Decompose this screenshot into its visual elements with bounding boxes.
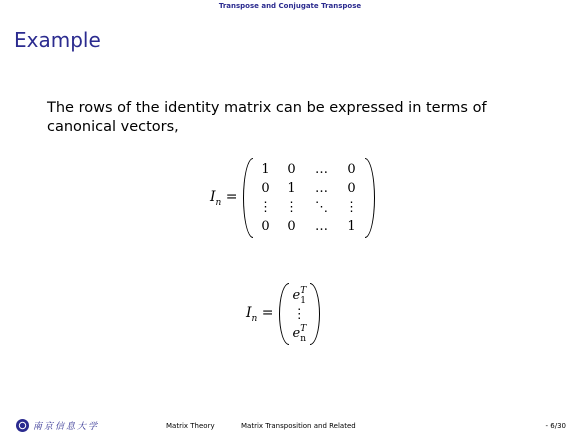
canonical-vector-equation [246, 283, 320, 345]
identity-matrix-equation [210, 158, 375, 238]
logo-text: 南京信息大学 [33, 422, 100, 432]
vector-entry: ⋮ [292, 306, 306, 322]
canonical-vector-column [289, 286, 311, 343]
matrix-cell: 1 [261, 162, 270, 177]
matrix-row [253, 179, 365, 198]
matrix-cell: ⋮ [345, 200, 359, 215]
matrix-cell: ⋮ [285, 200, 299, 215]
identity-matrix [253, 160, 365, 236]
left-paren [279, 283, 289, 345]
right-paren [310, 283, 320, 345]
university-seal-icon [16, 419, 29, 432]
matrix-row [253, 160, 365, 179]
matrix-cell: 1 [347, 219, 356, 234]
frame-title: Example [14, 28, 101, 52]
body-text: The rows of the identity matrix can be expressed in terms of canonical vectors, [47, 100, 487, 135]
matrix-cell: ⋮ [259, 200, 273, 215]
matrix-row [253, 217, 365, 236]
equation-lhs: $I_n$ = [210, 188, 238, 208]
matrix-cell: … [315, 181, 329, 196]
matrix-cell: 0 [347, 162, 356, 177]
equation-lhs: $I_n$ = [246, 304, 274, 324]
matrix-cell: ⋱ [315, 200, 329, 215]
footer-topic[interactable]: Matrix Transposition and Related [241, 422, 356, 430]
vector-entry: $e^T_1$ [292, 285, 307, 306]
matrix-row [253, 198, 365, 217]
matrix-cell: … [315, 162, 329, 177]
footer [0, 415, 580, 435]
matrix-cell: 1 [287, 181, 296, 196]
footer-course[interactable]: Matrix Theory [166, 422, 215, 430]
vector-entry: $e^T_n$ [292, 323, 307, 344]
matrix-cell: 0 [261, 181, 270, 196]
left-paren [243, 158, 253, 238]
matrix-cell: 0 [287, 162, 296, 177]
section-navigation[interactable]: Transpose and Conjugate Transpose [218, 2, 362, 10]
right-paren [365, 158, 375, 238]
page-number: - 6/30 [545, 422, 566, 430]
matrix-cell: 0 [347, 181, 356, 196]
matrix-cell: 0 [261, 219, 270, 234]
university-logo [16, 419, 102, 432]
matrix-cell: 0 [287, 219, 296, 234]
matrix-cell: … [315, 219, 329, 234]
